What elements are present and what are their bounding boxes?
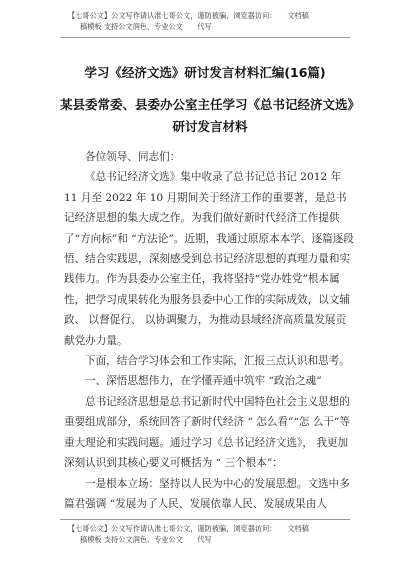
footer-line-2: 稿模板 支持公文润色、专业公文 代写 <box>80 535 212 544</box>
paragraph: 一是根本立场：坚持以人民为中心的发展思想。文选中多篇君强调 “发展为了人民、发展依靠人民、发展成果由人 <box>64 477 350 510</box>
footer-divider <box>60 519 350 520</box>
page-footer <box>68 523 390 545</box>
document-body <box>64 147 354 514</box>
paragraph: 下面，结合学习体会和工作实际，汇报三点认识和思考。 <box>85 355 350 368</box>
footer-line-1: 【七哥公文】公文写作请认准七哥公文，谨防被骗，浏览器访问： 文档稿 <box>68 524 309 533</box>
header-line-1: 【七哥公文】公文写作请认准七哥公文，谨防被骗，浏览器访问： 文档稿 <box>68 11 309 20</box>
header-line-2: 稿模板 支持公文润色、专业公文 代写 <box>80 22 212 31</box>
page-header <box>68 10 390 32</box>
salutation: 各位领导、同志们： <box>85 151 181 163</box>
document-title: 学习《经济文选》研讨发言材料汇编(16篇) <box>84 65 326 80</box>
header-divider <box>60 37 350 38</box>
paragraph: 《总书记经济文选》集中收录了总书记总书记 2012 年 11 月至 2022 年 10 月期间关于经济工作的重要著，是总书记经济思想的集大成之作。为我们做好新时代经济工作提供了“方向标”和 “方法论”。近期，我通过原原本本学、逐篇逐段悟、结合实践思，深刻感受到总书记经济思想的真理力量和实践伟力。作为县委办公室主任，我将坚持“党办姓党”根本属性，把学习成果转化为服务县委中心工作的实际成效，以文辅政、 以督促行、 以协调聚力，为推动县域经济高质量发展贡献党办力量。 <box>64 171 354 347</box>
document-subtitle: 某县委常委、县委办公室主任学习《总书记经济文选》研讨发言材料 <box>60 97 361 134</box>
paragraph: 总书记经济思想是总书记新时代中国特色社会主义思想的重要组成部分，系统回答了新时代经济 “ 怎么看”“怎 么干”等重大理论和实践问题。通过学习《总书记经济文选》， 我更加深刻认识到其核心要义可概括为 “ 三个根本”： <box>64 395 351 470</box>
section-heading: 一、深悟思想伟力，在学懂弄通中筑牢 “政治之魂” <box>85 375 322 388</box>
